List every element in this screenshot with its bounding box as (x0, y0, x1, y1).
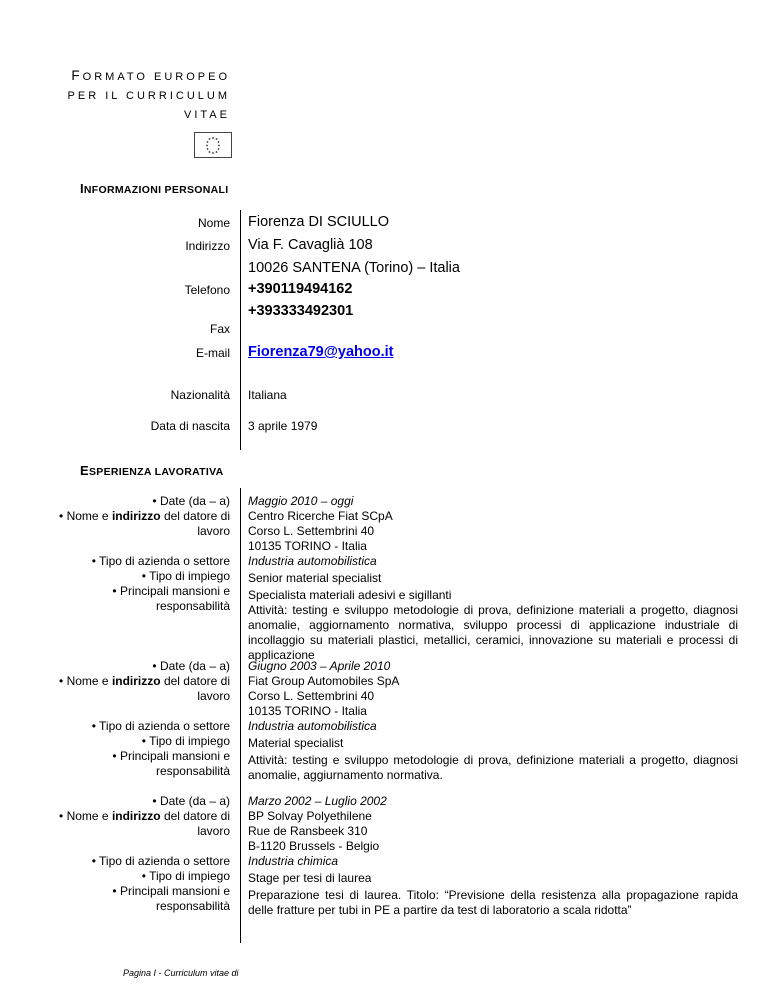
email-label: E-mail (195, 346, 230, 360)
phone-2: +393333492301 (248, 303, 354, 319)
name-value: Fiorenza DI SCIULLO (248, 214, 390, 230)
address-line2: 10026 SANTENA (Torino) – Italia (248, 260, 460, 276)
email-link[interactable]: Fiorenza79@yahoo.it (248, 344, 394, 360)
nationality-value: Italiana (248, 388, 287, 402)
address-line1: Via F. Cavaglià 108 (248, 237, 373, 253)
job-3-labels: • Date (da – a) • Nome e indirizzo del datore di lavoro • Tipo di azienda o settore • Tipo di impiego • Principali mansioni e responsabilità (59, 794, 230, 913)
cv-title: FORMATO EUROPEO PER IL CURRICULUM VITAE (67, 68, 230, 121)
phone-label: Telefono (184, 283, 230, 297)
job-2-details: Giugno 2003 – Aprile 2010 Fiat Group Automobiles SpA Corso L. Settembrini 40 10135 TORINO - Italia Industria automobilistica Material specialist Attività: testing e sviluppo metodologie di prova, definizione materiali a progetto, diagnosi anomalie, aggiurnamento normativa. (248, 659, 738, 782)
job-3-details: Marzo 2002 – Luglio 2002 BP Solvay Polyethilene Rue de Ransbeek 310 B-1120 Brussels - Belgio Industria chimica Stage per tesi di laurea Preparazione tesi di laurea. Titolo: “Previsione della resistenza alla propagazione rapida delle fratture per tubi in PE a partire da test di laboratorio a scala ridotta” (248, 794, 738, 917)
birth-value: 3 aprile 1979 (248, 419, 318, 433)
birth-label: Data di nascita (150, 419, 230, 433)
job-2-labels: • Date (da – a) • Nome e indirizzo del datore di lavoro • Tipo di azienda o settore • Tipo di impiego • Principali mansioni e responsabilità (59, 659, 230, 778)
section-personal-info: INFORMAZIONI PERSONALI (80, 181, 229, 196)
job-1-labels: • Date (da – a) • Nome e indirizzo del datore di lavoro • Tipo di azienda o settore • Tipo di impiego • Principali mansioni e responsabilità (59, 494, 230, 613)
column-divider-experience (240, 488, 241, 943)
job-1-details: Maggio 2010 – oggi Centro Ricerche Fiat SCpA Corso L. Settembrini 40 10135 TORINO - Italia Industria automobilistica Senior material specialist Specialista materiali adesivi e sigillanti Attività: testing e sviluppo metodologie di prova, definizione materiali a progetto, diagnosi anomalie, aggiornamento normativa, sviluppo processi di applicazione industriale di incollaggio su materiali plastici, metallici, ceramici, innovazione su materiali e processi di applicazione (248, 494, 738, 662)
column-divider (240, 210, 241, 450)
section-work-experience: ESPERIENZA LAVORATIVA (80, 463, 224, 478)
name-label: Nome (197, 216, 230, 230)
page-footer: Pagina I - Curriculum vitae di (123, 968, 239, 978)
eu-flag-icon (194, 132, 232, 158)
fax-label: Fax (209, 322, 230, 336)
nationality-label: Nazionalità (170, 388, 230, 402)
address-label: Indirizzo (185, 239, 230, 253)
phone-1: +390119494162 (248, 281, 353, 297)
